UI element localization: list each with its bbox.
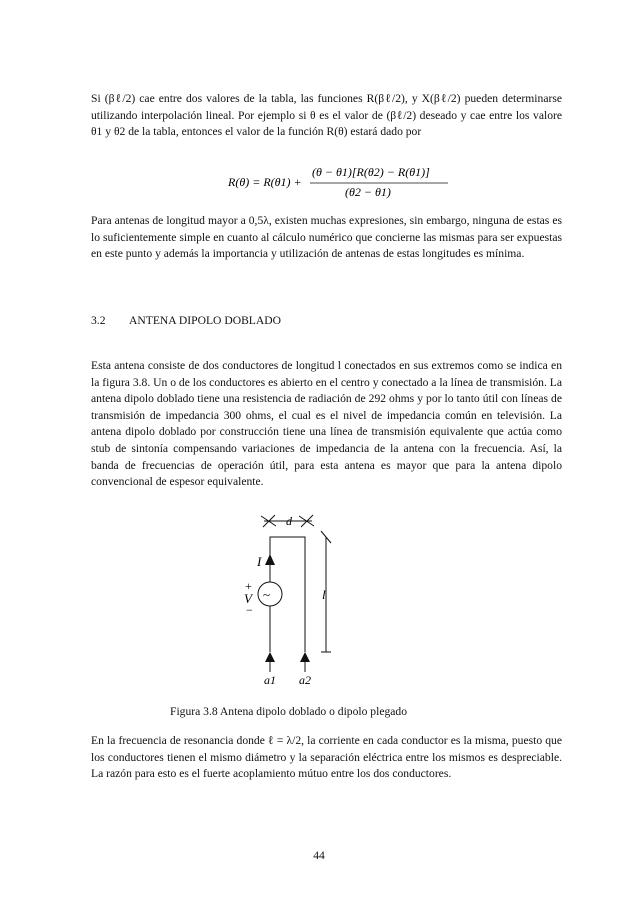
resonance-paragraph: En la frecuencia de resonancia donde ℓ = λ/2, la corriente en cada conductor es la misma, puesto que los conductores tienen el mismo diámetro y la separación eléctrica entre los mismos es despreciable. La razón para esto es el fuerte acoplamiento mútuo entre los dos conductores. bbox=[91, 734, 562, 781]
folded-conductor bbox=[270, 537, 305, 652]
label-length: l bbox=[322, 587, 326, 602]
section-title: ANTENA DIPOLO DOBLADO bbox=[129, 314, 281, 327]
current-arrow-icon bbox=[265, 554, 275, 565]
a2-arrow-icon bbox=[300, 652, 310, 662]
label-d: d bbox=[286, 514, 292, 528]
label-a2: a2 bbox=[299, 673, 311, 687]
label-voltage: V bbox=[244, 591, 252, 606]
a1-arrow-icon bbox=[265, 652, 275, 662]
source-symbol: ~ bbox=[263, 587, 271, 602]
folded-dipole-paragraph: Esta antena consiste de dos conductores de longitud l conectados en sus extremos como se indica en la figura 3.8. Un o de los conductores es abierto en el centro y conectado a la línea de transmisión. La antena dipolo doblado tiene una resistencia de radiación de 292 ohms y por lo tanto útil con líneas de transmisión de impedancia 300 ohms, el cual es el nivel de impedancia común en televisión. La antena dipolo doblado por construcción tiene una línea de transmisión equivalente que actúa como stub de sintonía compensando variaciones de impedancia de la antena con la frecuencia. Así, la banda de frecuencias de operación útil, para esta antena es mayor que para la antena dipolo convencional de espesor equivalente. bbox=[91, 359, 562, 489]
formula-numerator: (θ − θ1)[R(θ2) − R(θ1)] bbox=[312, 165, 430, 179]
formula-lhs: R(θ) = R(θ1) + bbox=[228, 175, 302, 189]
section-number: 3.2 bbox=[91, 314, 106, 327]
page-number: 44 bbox=[313, 849, 325, 862]
long-antenna-paragraph: Para antenas de longitud mayor a 0,5λ, existen muchas expresiones, sin embargo, ninguna de estas es lo suficientemente simple en cuanto al cálculo numérico que concierne las mismas para ser expuestas en este punto y además la importancia y utilización de antenas de estas longitudes es mínima. bbox=[91, 214, 562, 261]
figure-caption: Figura 3.8 Antena dipolo doblado o dipolo plegado bbox=[170, 705, 407, 718]
formula-denominator: (θ2 − θ1) bbox=[345, 185, 391, 199]
label-minus: − bbox=[246, 603, 253, 617]
label-current: I bbox=[257, 554, 262, 569]
label-a1: a1 bbox=[264, 673, 276, 687]
intro-paragraph: Si (βℓ/2) cae entre dos valores de la tabla, las funciones R(βℓ/2), y X(βℓ/2) pueden determinarse utilizando interpolación lineal. Por ejemplo si θ es el valor de (βℓ/2) deseado y cae entre los valore θ1 y θ2 de la tabla, entonces el valor de la función R(θ) estará dado por bbox=[91, 92, 562, 139]
label-plus: + bbox=[245, 579, 252, 593]
